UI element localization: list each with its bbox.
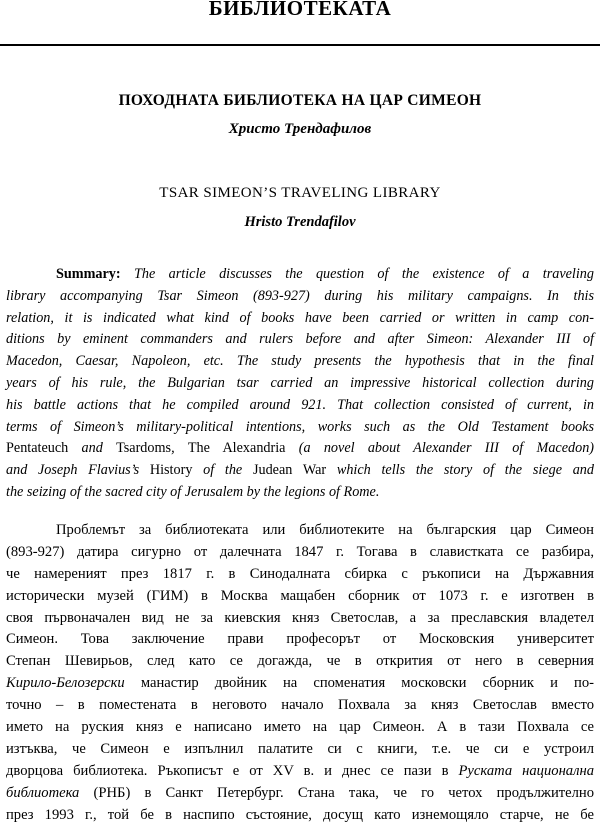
body-line — [6, 673, 594, 695]
summary-line — [6, 373, 594, 395]
body-line — [6, 651, 594, 673]
body-line — [6, 586, 594, 608]
summary-line — [6, 417, 594, 439]
text-run: дворцова библиотека. Ръкописът е от XV в. и днес се пази в — [6, 762, 459, 779]
text-run: Руската национална — [458, 762, 595, 779]
summary-line — [6, 308, 594, 330]
body-line — [6, 783, 594, 805]
header-rule — [0, 44, 600, 46]
summary-line — [6, 329, 594, 351]
body-line — [6, 761, 594, 783]
text-run: Степан Шевирьов, след като се догажда, че в открития от него в северния — [6, 653, 594, 670]
body-line — [6, 520, 594, 542]
text-run: своя първоначален вид не за киевския княз Светослав, а за преславския владетел — [6, 609, 594, 626]
running-head: БИБЛИОТЕКАТА — [208, 0, 392, 20]
summary-paragraph — [6, 264, 594, 504]
text-run: исторически музей (ГИМ) в Москва мащабен сборник от 1073 г. е изготвен в — [6, 587, 594, 604]
text-run: terms of Simeon’s military-political intentions, works such as the Old Testament books — [6, 418, 594, 435]
article-title-bg: ПОХОДНАТА БИБЛИОТЕКА НА ЦАР СИМЕОН — [118, 92, 482, 109]
article-author-en: Hristo Trendafilov — [244, 214, 356, 230]
text-run: през 1993 г., той бе в наспипо състояние, досущ като изнемощяло старче, не бе — [6, 806, 594, 823]
summary-line — [6, 351, 594, 373]
body-line — [6, 805, 594, 826]
text-run: and Joseph Flavius’s — [6, 462, 150, 479]
body-line — [6, 608, 594, 630]
text-run: Кирило-Белозерски — [6, 675, 125, 692]
text-run: Tsardoms — [116, 440, 172, 457]
text-run: The Alexandria — [187, 440, 286, 457]
text-run: Judean War — [252, 462, 327, 479]
summary-line — [6, 395, 594, 417]
text-run: which tells the story of the siege and — [326, 462, 594, 479]
text-run: ditions by eminent commanders and rulers before and after Simeon: Alexander III of — [6, 331, 594, 348]
text-run: (893-927) датира сигурно от далечната 1847 г. Тогава в славистката се разбира, — [6, 543, 594, 560]
text-run: Симеон. Това заключение прави професорът от Московския университет — [6, 631, 594, 648]
text-run: изтъква, че Симеон е изпълнил палатите си с книги, т.е. че си е устроил — [6, 740, 594, 757]
article-title-en: TSAR SIMEON’S TRAVELING LIBRARY — [159, 185, 441, 201]
body-paragraph — [6, 520, 594, 826]
text-run: че намереният през 1817 г. в Синодалната сбирка с ръкописи на Държавния — [6, 565, 594, 582]
text-run: Проблемът за библиотеката или библиотеките на българския цар Симеон — [56, 522, 594, 538]
text-run: манастир двойник на споменатия московски сборник и по- — [124, 675, 594, 692]
text-run: библиотека — [6, 784, 80, 801]
summary-line — [6, 482, 594, 504]
summary-line — [6, 438, 594, 460]
text-run: , — [171, 440, 188, 457]
body-line — [6, 542, 594, 564]
text-run: Macedon, Caesar, Napoleon, etc. The study presents the hypothesis that in the final — [6, 353, 594, 370]
text-run: (РНБ) в Санкт Петербург. Стана така, че го четох продължително — [79, 784, 594, 801]
body-line — [6, 717, 594, 739]
body-line — [6, 739, 594, 761]
summary-line — [6, 286, 594, 308]
body-line — [6, 564, 594, 586]
text-run: The article discusses the question of the existence of a traveling — [134, 266, 594, 282]
text-run: History — [149, 462, 193, 479]
text-run: of the — [192, 462, 253, 479]
summary-line — [6, 460, 594, 482]
text-run: името на руския княз е написано името на цар Симеон. А в тази Похвала се — [6, 719, 594, 736]
summary-line — [6, 264, 594, 286]
text-run: relation, it is indicated what kind of books have been carried or written in camp con- — [6, 309, 594, 326]
text-run: his battle actions that he compiled around 921. That collection consisted of current, in — [6, 396, 594, 413]
body-line — [6, 629, 594, 651]
text-run: точно – в поместената в неговото начало Похвала за княз Светослав вместо — [6, 697, 594, 714]
text-run: years of his rule, the Bulgarian tsar carried an impressive historical collection during — [6, 374, 594, 391]
summary-label: Summary: — [56, 266, 121, 282]
text-run: (a novel about Alexander III of Macedon) — [285, 440, 595, 457]
text-run: the seizing of the sacred city of Jerusalem by the legions of Rome. — [6, 483, 380, 500]
text-run: Pentateuch — [6, 440, 69, 457]
article-author-bg: Христо Трендафилов — [228, 121, 372, 137]
text-run: and — [68, 440, 117, 457]
text-run: library accompanying Tsar Simeon (893-927) during his military campaigns. In this — [6, 287, 594, 304]
body-line — [6, 695, 594, 717]
